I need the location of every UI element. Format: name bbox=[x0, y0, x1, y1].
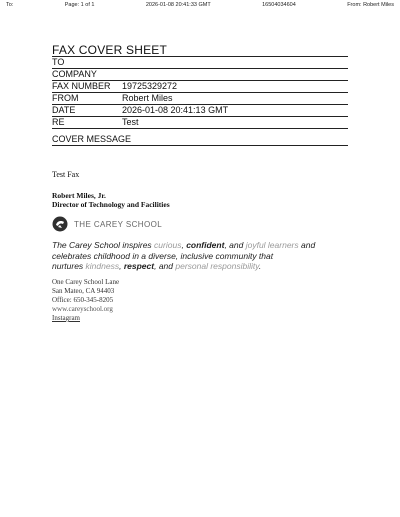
word-personal-responsibility: personal responsibility bbox=[175, 261, 259, 271]
row-value: Test bbox=[122, 117, 139, 127]
row-company bbox=[52, 69, 348, 81]
tagline-text: , and bbox=[154, 261, 176, 271]
word-respect: respect bbox=[123, 261, 155, 271]
tagline-text: and bbox=[298, 240, 316, 250]
fax-to-label: To: bbox=[6, 2, 14, 8]
row-label: DATE bbox=[52, 105, 76, 115]
row-from bbox=[52, 93, 348, 105]
fax-timestamp: 2026-01-08 20:41:33 GMT bbox=[145, 2, 211, 8]
signature-name: Robert Miles, Jr. bbox=[52, 191, 106, 200]
carey-school-logo-icon bbox=[52, 216, 68, 232]
row-fax-number bbox=[52, 81, 348, 93]
row-label: FROM bbox=[52, 93, 79, 103]
tagline-text: nurtures bbox=[52, 261, 86, 271]
fax-number: 16504034604 bbox=[262, 2, 296, 8]
cover-sheet-table bbox=[52, 56, 348, 129]
cover-message-heading: COVER MESSAGE bbox=[52, 134, 348, 146]
row-label: RE bbox=[52, 117, 65, 127]
fax-page-count: Page: 1 of 1 bbox=[64, 2, 95, 8]
tagline-text: . bbox=[258, 261, 262, 271]
website-link[interactable]: www.careyschool.org bbox=[52, 305, 113, 313]
row-label: COMPANY bbox=[52, 69, 97, 79]
tagline-text: The Carey School inspires bbox=[52, 240, 155, 250]
logo-text: THE CAREY SCHOOL bbox=[74, 219, 163, 229]
signature-title: Director of Technology and Facilities bbox=[52, 200, 170, 209]
row-value: 2026-01-08 20:41:13 GMT bbox=[122, 105, 229, 115]
row-value: 19725329272 bbox=[122, 81, 178, 91]
tagline-line-3 bbox=[52, 261, 352, 272]
tagline-line-1 bbox=[52, 240, 352, 251]
tagline-text: , bbox=[119, 261, 124, 271]
tagline-text: , bbox=[181, 240, 187, 250]
row-value bbox=[122, 69, 348, 80]
word-joyful-learners: joyful learners bbox=[245, 240, 299, 250]
word-confident: confident bbox=[186, 240, 225, 250]
row-value bbox=[122, 57, 348, 68]
school-tagline bbox=[52, 240, 352, 272]
row-label: FAX NUMBER bbox=[52, 81, 111, 91]
row-to bbox=[52, 57, 348, 69]
tagline-text: , and bbox=[224, 240, 246, 250]
fax-transmission-header bbox=[6, 2, 394, 8]
fax-from: From: Robert Miles bbox=[347, 2, 394, 8]
word-kindness: kindness bbox=[85, 261, 120, 271]
school-logo bbox=[52, 216, 162, 232]
row-re bbox=[52, 117, 348, 128]
row-value: Robert Miles bbox=[122, 93, 173, 103]
word-curious: curious bbox=[154, 240, 182, 250]
row-label: TO bbox=[52, 57, 65, 67]
school-address bbox=[52, 278, 119, 323]
tagline-line-2: celebrates childhood in a diverse, inclusive community that bbox=[52, 250, 274, 261]
address-street: One Carey School Lane bbox=[52, 278, 120, 286]
row-date bbox=[52, 105, 348, 117]
address-city: San Mateo, CA 94403 bbox=[52, 287, 115, 295]
address-office-phone: Office: 650-345-8205 bbox=[52, 296, 114, 304]
cover-sheet-title: FAX COVER SHEET bbox=[52, 43, 168, 57]
message-body: Test Fax bbox=[52, 170, 80, 179]
instagram-link[interactable]: Instagram bbox=[52, 314, 80, 322]
